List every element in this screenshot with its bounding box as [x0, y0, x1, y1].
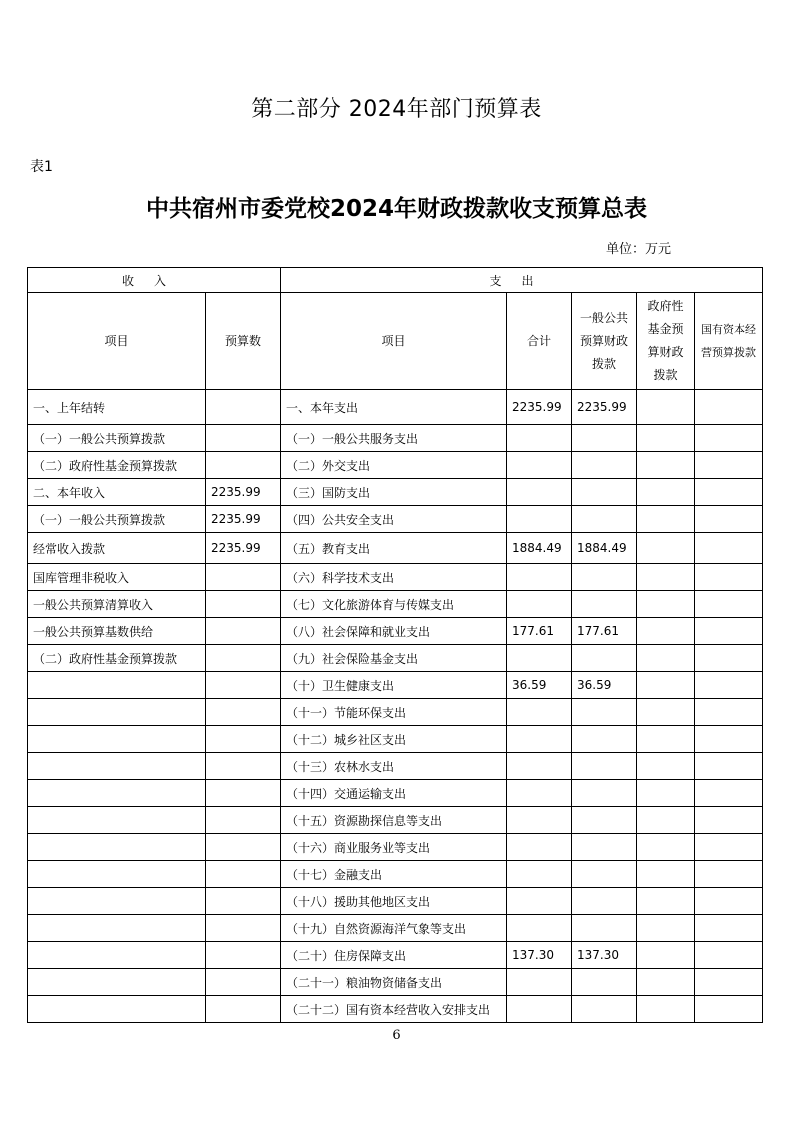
state-capital-cell	[695, 753, 763, 780]
total-cell: 137.30	[507, 942, 572, 969]
general-public-header: 一般公共预算财政拨款	[572, 293, 637, 390]
expense-item-cell: （十三）农林水支出	[281, 753, 507, 780]
total-cell	[507, 564, 572, 591]
expense-item-cell: （十六）商业服务业等支出	[281, 834, 507, 861]
income-item-cell	[28, 888, 206, 915]
gov-fund-cell	[637, 726, 695, 753]
income-amount-cell	[206, 807, 281, 834]
gov-fund-cell	[637, 915, 695, 942]
income-amount-cell	[206, 672, 281, 699]
gov-fund-header: 政府性基金预算财政拨款	[637, 293, 695, 390]
income-item-cell	[28, 672, 206, 699]
income-amount-cell	[206, 915, 281, 942]
total-cell	[507, 861, 572, 888]
table-row	[28, 726, 763, 753]
column-header-row	[28, 293, 763, 390]
expense-item-cell: （八）社会保障和就业支出	[281, 618, 507, 645]
total-cell	[507, 807, 572, 834]
general-public-cell: 2235.99	[572, 390, 637, 425]
table-row	[28, 861, 763, 888]
state-capital-cell	[695, 780, 763, 807]
income-amount-cell: 2235.99	[206, 506, 281, 533]
expense-item-cell: （十七）金融支出	[281, 861, 507, 888]
gov-fund-cell	[637, 479, 695, 506]
income-item-cell: 一、上年结转	[28, 390, 206, 425]
general-public-cell	[572, 591, 637, 618]
general-public-cell	[572, 479, 637, 506]
state-capital-cell	[695, 672, 763, 699]
expense-item-cell: （十八）援助其他地区支出	[281, 888, 507, 915]
expense-item-cell: （二十二）国有资本经营收入安排支出	[281, 996, 507, 1023]
general-public-cell	[572, 969, 637, 996]
general-public-cell	[572, 915, 637, 942]
state-capital-cell	[695, 807, 763, 834]
income-amount-cell	[206, 753, 281, 780]
general-public-cell	[572, 699, 637, 726]
table-row	[28, 969, 763, 996]
income-amount-cell	[206, 726, 281, 753]
gov-fund-cell	[637, 699, 695, 726]
main-title: 中共宿州市委党校2024年财政拨款收支预算总表	[145, 196, 647, 222]
table-row	[28, 942, 763, 969]
table-row	[28, 699, 763, 726]
total-cell	[507, 969, 572, 996]
table-row	[28, 807, 763, 834]
income-item-cell: （一）一般公共预算拨款	[28, 425, 206, 452]
income-item-cell: 二、本年收入	[28, 479, 206, 506]
table-row	[28, 888, 763, 915]
general-public-cell	[572, 861, 637, 888]
state-capital-cell	[695, 726, 763, 753]
table-number: 表1	[30, 159, 53, 175]
income-item-cell	[28, 969, 206, 996]
gov-fund-cell	[637, 533, 695, 564]
income-amount-cell	[206, 425, 281, 452]
gov-fund-cell	[637, 888, 695, 915]
state-capital-cell	[695, 888, 763, 915]
expense-item-cell: 一、本年支出	[281, 390, 507, 425]
income-item-cell	[28, 726, 206, 753]
total-cell	[507, 915, 572, 942]
income-amount-cell	[206, 996, 281, 1023]
income-amount-cell	[206, 888, 281, 915]
total-cell	[507, 753, 572, 780]
gov-fund-cell	[637, 942, 695, 969]
income-amount-cell	[206, 969, 281, 996]
expense-item-cell: （十四）交通运输支出	[281, 780, 507, 807]
general-public-cell	[572, 996, 637, 1023]
gov-fund-cell	[637, 672, 695, 699]
general-public-cell	[572, 888, 637, 915]
table-row	[28, 834, 763, 861]
general-public-cell	[572, 506, 637, 533]
expense-item-cell: （四）公共安全支出	[281, 506, 507, 533]
total-header: 合计	[507, 293, 572, 390]
income-item-cell	[28, 996, 206, 1023]
gov-fund-cell	[637, 645, 695, 672]
gov-fund-cell	[637, 807, 695, 834]
group-header-row	[28, 268, 763, 293]
income-item-cell	[28, 753, 206, 780]
expense-item-cell: （十五）资源勘探信息等支出	[281, 807, 507, 834]
total-cell	[507, 834, 572, 861]
general-public-cell	[572, 780, 637, 807]
gov-fund-cell	[637, 425, 695, 452]
page-number: 6	[392, 1028, 401, 1043]
table-row	[28, 452, 763, 479]
table-row	[28, 591, 763, 618]
income-amount-cell	[206, 591, 281, 618]
income-item-header: 项目	[28, 293, 206, 390]
income-amount-cell	[206, 834, 281, 861]
table-row	[28, 780, 763, 807]
gov-fund-cell	[637, 861, 695, 888]
general-public-cell	[572, 726, 637, 753]
income-item-cell: 国库管理非税收入	[28, 564, 206, 591]
gov-fund-cell	[637, 969, 695, 996]
state-capital-cell	[695, 591, 763, 618]
state-capital-cell	[695, 969, 763, 996]
state-capital-cell	[695, 479, 763, 506]
gov-fund-cell	[637, 618, 695, 645]
income-item-cell	[28, 834, 206, 861]
income-amount-cell: 2235.99	[206, 533, 281, 564]
table-body	[28, 390, 763, 1023]
general-public-cell	[572, 564, 637, 591]
table-row	[28, 915, 763, 942]
total-cell	[507, 726, 572, 753]
state-capital-cell	[695, 390, 763, 425]
income-amount-cell	[206, 942, 281, 969]
income-item-cell	[28, 861, 206, 888]
total-cell	[507, 888, 572, 915]
general-public-cell	[572, 807, 637, 834]
state-capital-cell	[695, 452, 763, 479]
expense-item-cell: （二）外交支出	[281, 452, 507, 479]
state-capital-cell	[695, 699, 763, 726]
general-public-cell: 36.59	[572, 672, 637, 699]
income-item-cell: （二）政府性基金预算拨款	[28, 645, 206, 672]
income-amount-cell	[206, 861, 281, 888]
income-amount-cell	[206, 645, 281, 672]
table-row	[28, 533, 763, 564]
gov-fund-cell	[637, 753, 695, 780]
general-public-cell: 1884.49	[572, 533, 637, 564]
income-amount-cell: 2235.99	[206, 479, 281, 506]
unit-label: 单位：万元	[605, 242, 671, 257]
expense-item-cell: （十）卫生健康支出	[281, 672, 507, 699]
general-public-cell	[572, 645, 637, 672]
state-capital-cell	[695, 915, 763, 942]
table-row	[28, 564, 763, 591]
state-capital-cell	[695, 645, 763, 672]
expense-item-cell: （十二）城乡社区支出	[281, 726, 507, 753]
gov-fund-cell	[637, 834, 695, 861]
table-row	[28, 672, 763, 699]
state-capital-cell	[695, 425, 763, 452]
expense-item-header: 项目	[281, 293, 507, 390]
income-item-cell	[28, 699, 206, 726]
income-item-cell	[28, 780, 206, 807]
income-amount-cell	[206, 780, 281, 807]
income-item-cell: 一般公共预算基数供给	[28, 618, 206, 645]
income-amount-cell	[206, 390, 281, 425]
table-row	[28, 506, 763, 533]
total-cell: 1884.49	[507, 533, 572, 564]
total-cell	[507, 780, 572, 807]
total-cell	[507, 452, 572, 479]
total-cell	[507, 479, 572, 506]
income-item-cell: （二）政府性基金预算拨款	[28, 452, 206, 479]
general-public-cell	[572, 425, 637, 452]
gov-fund-cell	[637, 996, 695, 1023]
income-amount-cell	[206, 618, 281, 645]
gov-fund-cell	[637, 591, 695, 618]
income-item-cell	[28, 915, 206, 942]
expense-item-cell: （九）社会保险基金支出	[281, 645, 507, 672]
general-public-cell	[572, 452, 637, 479]
gov-fund-cell	[637, 506, 695, 533]
total-cell	[507, 699, 572, 726]
income-item-cell: 一般公共预算清算收入	[28, 591, 206, 618]
income-group-header: 收入	[28, 268, 281, 293]
total-cell	[507, 645, 572, 672]
expense-item-cell: （二十）住房保障支出	[281, 942, 507, 969]
income-amount-header: 预算数	[206, 293, 281, 390]
state-capital-header: 国有资本经营预算拨款	[695, 293, 763, 390]
income-item-cell: 经常收入拨款	[28, 533, 206, 564]
expense-item-cell: （五）教育支出	[281, 533, 507, 564]
table-row	[28, 753, 763, 780]
table-row	[28, 390, 763, 425]
state-capital-cell	[695, 861, 763, 888]
total-cell	[507, 506, 572, 533]
expense-item-cell: （六）科学技术支出	[281, 564, 507, 591]
state-capital-cell	[695, 564, 763, 591]
total-cell	[507, 425, 572, 452]
total-cell: 177.61	[507, 618, 572, 645]
expense-item-cell: （二十一）粮油物资储备支出	[281, 969, 507, 996]
expense-item-cell: （一）一般公共服务支出	[281, 425, 507, 452]
general-public-cell	[572, 834, 637, 861]
income-item-cell	[28, 807, 206, 834]
state-capital-cell	[695, 533, 763, 564]
total-cell: 36.59	[507, 672, 572, 699]
general-public-cell: 177.61	[572, 618, 637, 645]
total-cell: 2235.99	[507, 390, 572, 425]
gov-fund-cell	[637, 564, 695, 591]
table-row	[28, 618, 763, 645]
income-amount-cell	[206, 564, 281, 591]
income-item-cell	[28, 942, 206, 969]
general-public-cell: 137.30	[572, 942, 637, 969]
budget-table	[27, 267, 763, 1023]
expense-group-header: 支出	[281, 268, 763, 293]
part-title: 第二部分 2024年部门预算表	[251, 97, 542, 122]
total-cell	[507, 996, 572, 1023]
total-cell	[507, 591, 572, 618]
gov-fund-cell	[637, 390, 695, 425]
state-capital-cell	[695, 506, 763, 533]
state-capital-cell	[695, 834, 763, 861]
expense-item-cell: （三）国防支出	[281, 479, 507, 506]
general-public-cell	[572, 753, 637, 780]
table-row	[28, 996, 763, 1023]
table-row	[28, 645, 763, 672]
expense-item-cell: （十一）节能环保支出	[281, 699, 507, 726]
state-capital-cell	[695, 996, 763, 1023]
gov-fund-cell	[637, 780, 695, 807]
income-amount-cell	[206, 699, 281, 726]
expense-item-cell: （十九）自然资源海洋气象等支出	[281, 915, 507, 942]
state-capital-cell	[695, 942, 763, 969]
table-row	[28, 479, 763, 506]
gov-fund-cell	[637, 452, 695, 479]
table-row	[28, 425, 763, 452]
income-item-cell: （一）一般公共预算拨款	[28, 506, 206, 533]
state-capital-cell	[695, 618, 763, 645]
expense-item-cell: （七）文化旅游体育与传媒支出	[281, 591, 507, 618]
income-amount-cell	[206, 452, 281, 479]
